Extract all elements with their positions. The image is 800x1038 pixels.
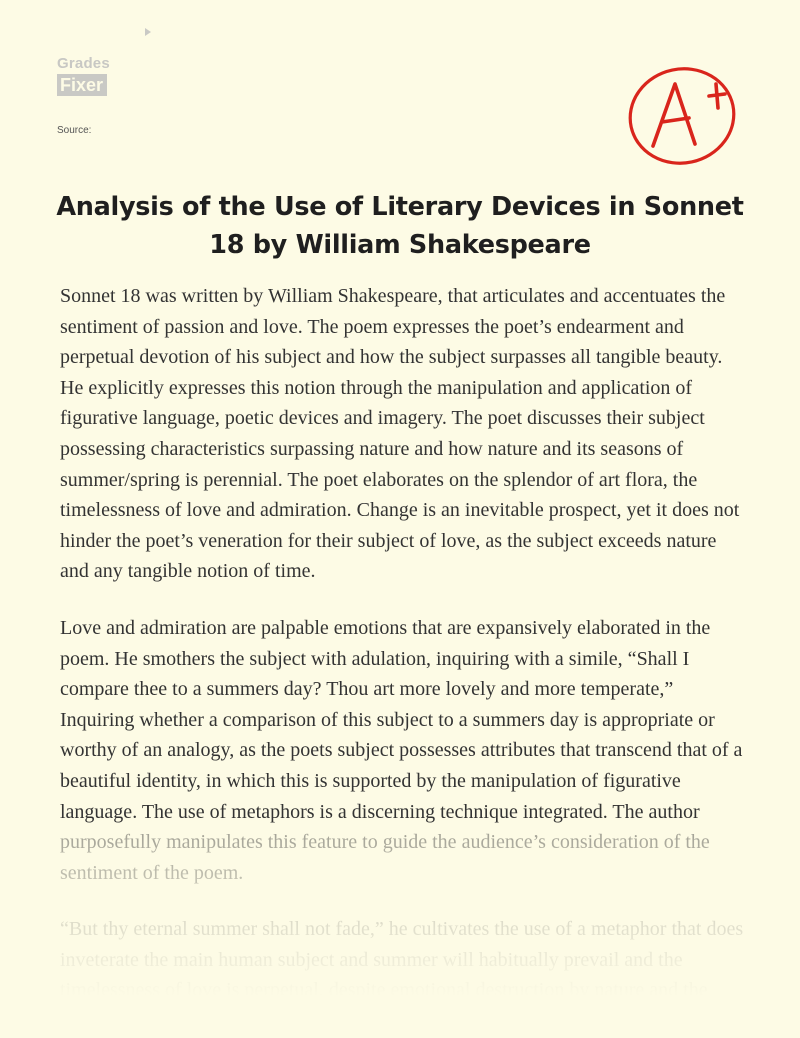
- essay-title: Analysis of the Use of Literary Devices in Sonnet 18 by William Shakespeare: [56, 192, 744, 260]
- gradesfixer-logo[interactable]: [57, 55, 167, 105]
- logo-text-fixer: Fixer: [57, 74, 107, 96]
- a-plus-grade-stamp: [625, 60, 747, 168]
- source-label: Source:: [57, 125, 92, 136]
- logo-arrow-icon: [145, 28, 151, 36]
- grade-letter-a: [653, 84, 695, 146]
- paragraph-1: Sonnet 18 was written by William Shakespeare, that articulates and accentuates the sentiment of passion and love. The poem expresses the poet’s endearment and perpetual devotion of his subject and how the subject surpasses all tangible beauty. He explicitly expresses this notion through the manipulation and application of figurative language, poetic devices and imagery. The poet discusses their subject possessing characteristics surpassing nature and how nature and its seasons of summer/spring is perennial. The poet elaborates on the splendor of art flora, the timelessness of love and admiration. Change is an inevitable prospect, yet it does not hinder the poet’s veneration for their subject of love, as the subject exceeds nature and any tangible notion of time.: [60, 285, 740, 583]
- grade-plus: [709, 84, 725, 108]
- paragraph-2: Love and admiration are palpable emotions that are expansively elaborated in the poem. He smothers the subject with adulation, inquiring with a simile, “Shall I compare thee to a summers day? Thou art more lovely and more temperate,” Inquiring whether a comparison of this subject to a summers day is appropriate or worthy of an analogy, as the poets subject possesses attributes that transcend that of a beautiful identity, in which this is supported by the manipulation of figurative language. The use of metaphors is a discerning technique integrated. The author: [60, 616, 743, 823]
- content-fade-overlay: [0, 830, 800, 1038]
- logo-text-grades: Grades: [57, 55, 110, 72]
